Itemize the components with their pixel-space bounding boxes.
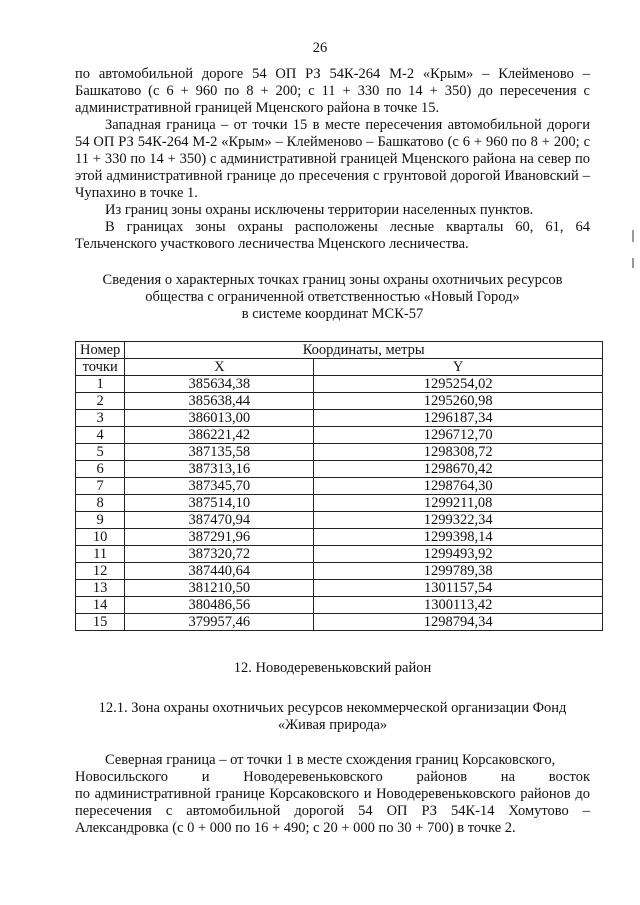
- point-number: 1: [76, 376, 125, 393]
- table-row: [76, 546, 603, 563]
- coord-x: 387345,70: [125, 478, 314, 495]
- table-title-line: общества с ограниченной ответственностью «Новый Город»: [145, 289, 520, 305]
- table-title: [75, 272, 590, 323]
- point-number: 13: [76, 580, 125, 597]
- scan-edge-mark: [632, 258, 634, 268]
- table-row: [76, 512, 603, 529]
- coord-y: 1300113,42: [314, 597, 603, 614]
- table-row: [76, 597, 603, 614]
- coord-y: 1299493,92: [314, 546, 603, 563]
- subsection-heading: [75, 700, 590, 734]
- table-row: [76, 393, 603, 410]
- table-title-line: в системе координат МСК-57: [241, 306, 424, 322]
- coord-x: 381210,50: [125, 580, 314, 597]
- table-row: [76, 444, 603, 461]
- coord-x: 387470,94: [125, 512, 314, 529]
- coord-y: 1295260,98: [314, 393, 603, 410]
- page-number: 26: [312, 40, 328, 56]
- paragraph: В границах зоны охраны расположены лесные кварталы 60, 61, 64 Тельченского участкового лесничества Мценского лесничества.: [75, 219, 590, 252]
- paragraph-line: Северная граница – от точки 1 в месте схождения границ Корсаковского,: [105, 752, 556, 768]
- coord-x: 387313,16: [125, 461, 314, 478]
- coord-y: 1298764,30: [314, 478, 603, 495]
- coord-y: 1296712,70: [314, 427, 603, 444]
- point-number: 4: [76, 427, 125, 444]
- coord-y: 1298794,34: [314, 614, 603, 631]
- paragraph: Западная граница – от точки 15 в месте пересечения автомобильной дороги 54 ОП РЗ 54К-264 М-2 «Крым» – Клейменово – Башкатово (с 6 + 960 по 8 + 200; с 11 + 330 по 14 + 350) с административной границей Мценского района на север по этой административной границе до пресечения с грунтовой дорогой Ивановский – Чупахино в точке 1.: [75, 117, 590, 201]
- point-number: 7: [76, 478, 125, 495]
- header-y: Y: [314, 359, 603, 376]
- table-body: [76, 376, 603, 631]
- table-row: [76, 614, 603, 631]
- paragraph: Из границ зоны охраны исключены территории населенных пунктов.: [105, 202, 534, 218]
- table-row: [76, 376, 603, 393]
- coord-x: 387440,64: [125, 563, 314, 580]
- point-number: 15: [76, 614, 125, 631]
- point-number: 6: [76, 461, 125, 478]
- point-number: 10: [76, 529, 125, 546]
- coord-y: 1296187,34: [314, 410, 603, 427]
- coord-y: 1299322,34: [314, 512, 603, 529]
- table-row: [76, 427, 603, 444]
- table-title-line: Сведения о характерных точках границ зоны охраны охотничьих ресурсов: [102, 272, 563, 288]
- scan-edge-mark: [632, 230, 634, 242]
- coord-x: 386221,42: [125, 427, 314, 444]
- coord-x: 387320,72: [125, 546, 314, 563]
- paragraph: по автомобильной дороге 54 ОП РЗ 54К-264 М-2 «Крым» – Клейменово – Башкатово (с 6 + 960 по 8 + 200; с 11 + 330 по 14 + 350) до пересечения с административной границей Мценского района в точке 15.: [75, 66, 590, 116]
- point-number: 9: [76, 512, 125, 529]
- coord-x: 380486,56: [125, 597, 314, 614]
- point-number: 8: [76, 495, 125, 512]
- coord-y: 1299211,08: [314, 495, 603, 512]
- point-number: 3: [76, 410, 125, 427]
- coord-y: 1299789,38: [314, 563, 603, 580]
- intro-text: [75, 66, 590, 253]
- coord-y: 1298670,42: [314, 461, 603, 478]
- coord-y: 1299398,14: [314, 529, 603, 546]
- section-heading: 12. Новодеревеньковский район: [233, 660, 432, 676]
- table-row: [76, 495, 603, 512]
- table-row: [76, 410, 603, 427]
- table-row: [76, 529, 603, 546]
- coord-x: 385638,44: [125, 393, 314, 410]
- coord-x: 386013,00: [125, 410, 314, 427]
- paragraph-line: по административной границе Корсаковского и Новодеревеньковского районов до пересечения с автомобильной дорогой 54 ОП РЗ 54К-14 Хомутово – Александровка (с 0 + 000 по 16 + 490; с 20 + 000 по 30 + 700) в точке 2.: [75, 786, 590, 836]
- subsection-heading-line: 12.1. Зона охраны охотничьих ресурсов некоммерческой организации Фонд: [98, 700, 567, 716]
- table-row: [76, 478, 603, 495]
- point-number: 2: [76, 393, 125, 410]
- table-row: [76, 563, 603, 580]
- header-number: Номер: [76, 342, 125, 359]
- coord-x: 387514,10: [125, 495, 314, 512]
- coordinates-table: [75, 341, 603, 631]
- paragraph-line: Новосильского и Новодеревеньковского районов на восток: [75, 769, 590, 785]
- coord-x: 387291,96: [125, 529, 314, 546]
- header-x: X: [125, 359, 314, 376]
- coord-x: 387135,58: [125, 444, 314, 461]
- subsection-heading-line: «Живая природа»: [277, 717, 388, 733]
- coord-y: 1298308,72: [314, 444, 603, 461]
- table-row: [76, 580, 603, 597]
- table-row: [76, 461, 603, 478]
- coord-x: 385634,38: [125, 376, 314, 393]
- point-number: 11: [76, 546, 125, 563]
- point-number: 5: [76, 444, 125, 461]
- coord-y: 1295254,02: [314, 376, 603, 393]
- coord-x: 379957,46: [125, 614, 314, 631]
- header-coordinates: Координаты, метры: [125, 342, 603, 359]
- point-number: 12: [76, 563, 125, 580]
- header-point: точки: [76, 359, 125, 376]
- closing-text: [75, 752, 590, 837]
- point-number: 14: [76, 597, 125, 614]
- coord-y: 1301157,54: [314, 580, 603, 597]
